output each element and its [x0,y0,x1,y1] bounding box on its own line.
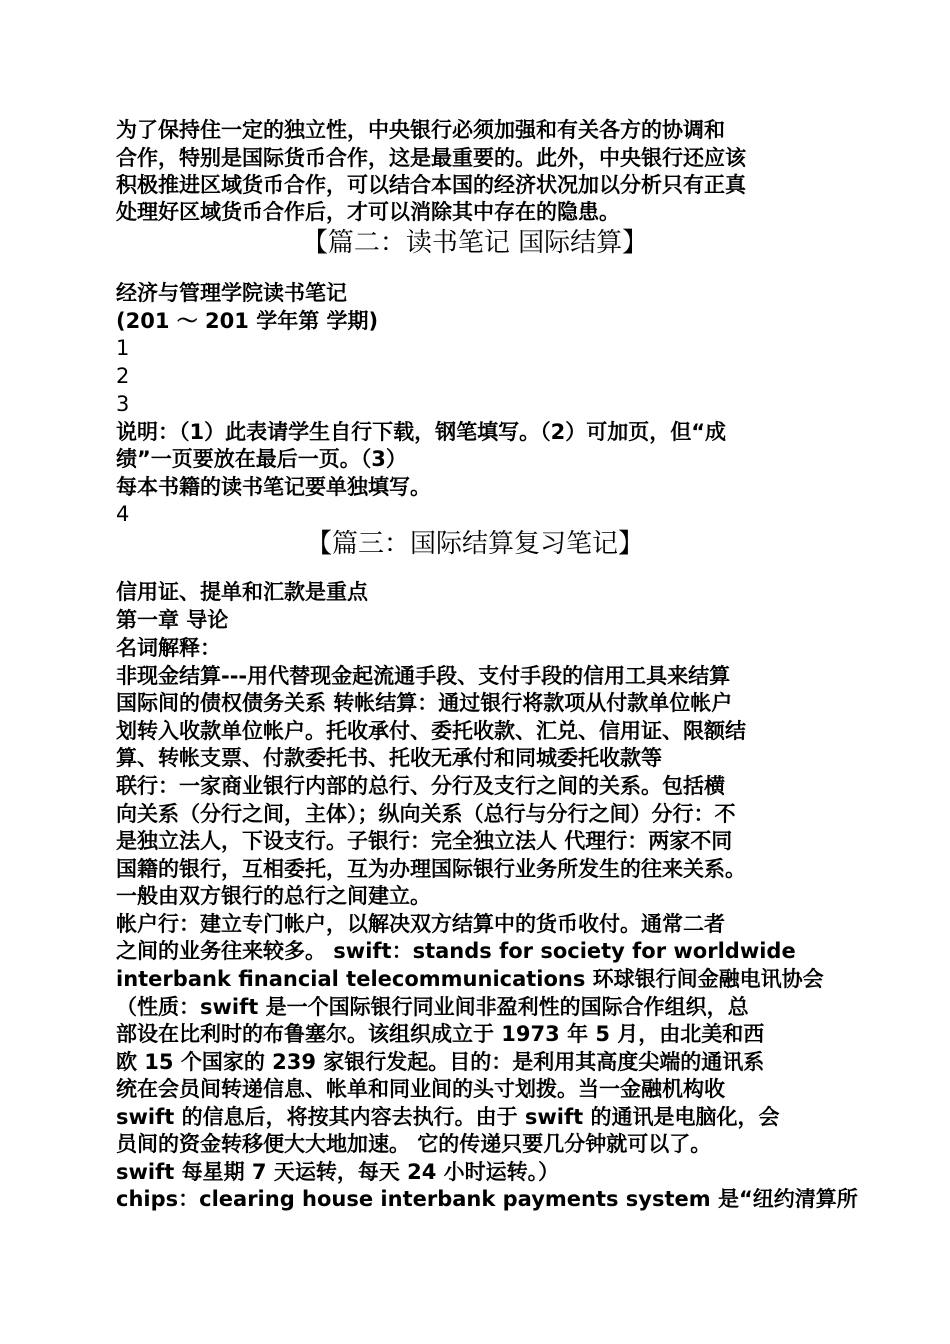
section-line: 4 [116,502,130,526]
section-line: 名词解释： [116,636,221,660]
paragraph-line: 积极推进区域货币合作，可以结合本国的经济状况加以分析只有正真 [116,173,746,197]
section-line: 部设在比利时的布鲁塞尔。该组织成立于 1973 年 5 月，由北美和西 [116,1022,765,1046]
paragraph-line: 处理好区域货币合作后，才可以消除其中存在的隐患。 [116,200,620,224]
section-line: 之间的业务往来较多。 swift：stands for society for worldwide [116,939,796,963]
section-heading-3: 【篇三：国际结算复习笔记】 [305,529,644,559]
section-line: 是独立法人，下设支行。子银行：完全独立法人 代理行：两家不同 [116,829,733,853]
section-line: 向关系（分行之间，主体）；纵向关系（总行与分行之间）分行：不 [116,802,736,826]
section-line: 第一章 导论 [116,608,229,632]
section-line: 帐户行：建立专门帐户，以解决双方结算中的货币收付。通常二者 [116,912,725,936]
section-line: chips：clearing house interbank payments system 是“纽约清算所 [116,1187,858,1211]
section-line: 划转入收款单位帐户。托收承付、委托收款、汇兑、信用证、限额结 [116,719,746,743]
section-line: 3 [116,392,130,416]
section-heading-2: 【篇二：读书笔记 国际结算】 [301,228,649,258]
section-line: 国际间的债权债务关系 转帐结算：通过银行将款项从付款单位帐户 [116,691,733,715]
section-line: 统在会员间转递信息、帐单和同业间的头寸划拨。当一金融机构收 [116,1077,725,1101]
section-line: 欧 15 个国家的 239 家银行发起。目的：是利用其高度尖端的通讯系 [116,1050,765,1074]
section-line: （性质：swift 是一个国际银行同业间非盈利性的国际合作组织，总 [116,995,749,1019]
section-line: 算、转帐支票、付款委托书、托收无承付和同城委托收款等 [116,746,662,770]
section-line: 一般由双方银行的总行之间建立。 [116,884,431,908]
section-line: 非现金结算---用代替现金起流通手段、支付手段的信用工具来结算 [116,664,731,688]
section-line: 每本书籍的读书笔记要单独填写。 [116,475,431,499]
paragraph-line: 为了保持住一定的独立性，中央银行必须加强和有关各方的协调和 [116,118,725,142]
section-line: 绩”一页要放在最后一页。（3） [116,447,407,471]
section-line: (201 ～ 201 学年第 学期) [116,309,379,333]
paragraph-line: 合作，特别是国际货币合作，这是最重要的。此外，中央银行还应该 [116,146,746,170]
section-line: 1 [116,336,130,360]
section-line: 国籍的银行，互相委托，互为办理国际银行业务所发生的往来关系。 [116,857,746,881]
section-line: 信用证、提单和汇款是重点 [116,580,368,604]
section-line: 说明：（1）此表请学生自行下载，钢笔填写。（2）可加页，但“成 [116,420,727,444]
section-line: swift 每星期 7 天运转，每天 24 小时运转。） [116,1160,560,1184]
section-line: 经济与管理学院读书笔记 [116,281,347,305]
section-line: 联行：一家商业银行内部的总行、分行及支行之间的关系。包括横 [116,774,725,798]
section-line: 2 [116,364,130,388]
section-line: 员间的资金转移便大大地加速。 它的传递只要几分钟就可以了。 [116,1132,712,1156]
section-line: swift 的信息后，将按其内容去执行。由于 swift 的通讯是电脑化，会 [116,1105,780,1129]
section-line: interbank financial telecommunications 环球银行间金融电讯协会 [116,967,824,991]
